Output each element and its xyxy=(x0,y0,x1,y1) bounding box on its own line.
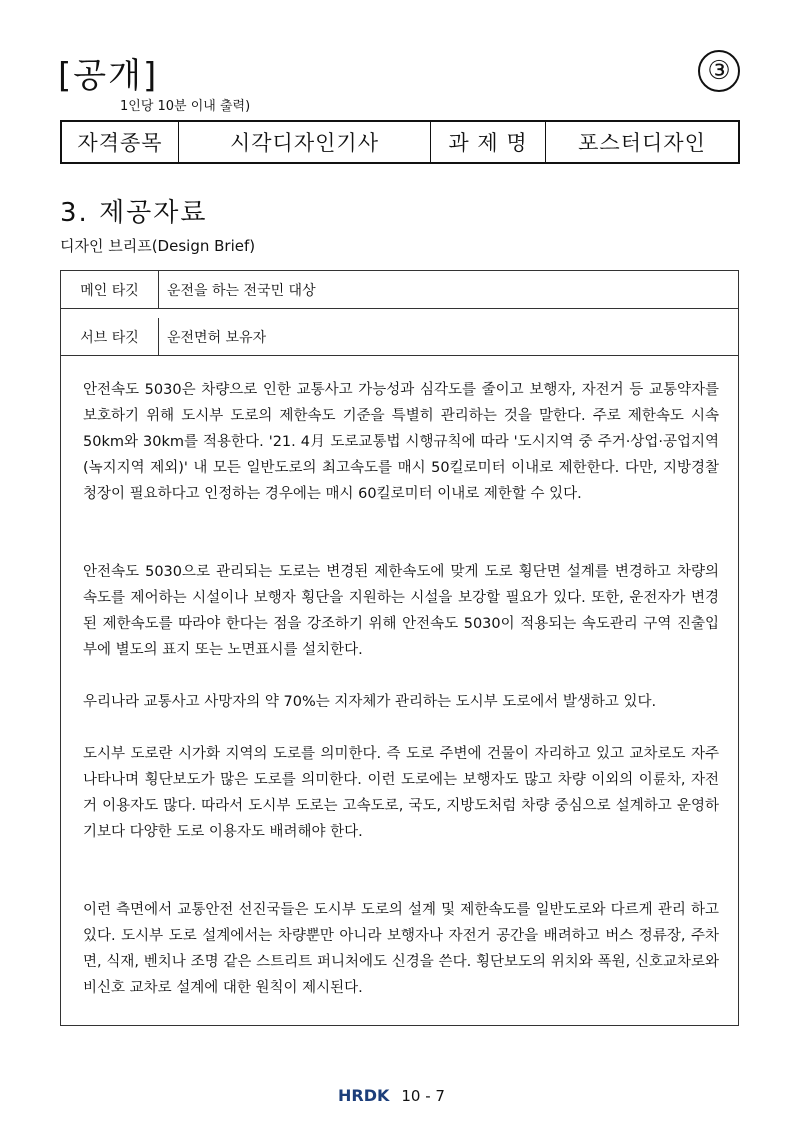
exam-info-table xyxy=(60,120,740,164)
brief-row-main-target xyxy=(61,271,738,309)
row-label: 서브 타깃 xyxy=(61,318,159,355)
brief-row-sub-target xyxy=(61,318,738,356)
row-label: 메인 타깃 xyxy=(61,271,159,308)
section-title: 3. 제공자료 xyxy=(60,198,208,228)
problem-number-badge: ③ xyxy=(698,50,740,92)
design-brief-box xyxy=(60,270,739,1026)
brief-paragraph: 이런 측면에서 교통안전 선진국들은 도시부 도로의 설계 및 제한속도를 일반도로와 다르게 관리 하고 있다. 도시부 도로 설계에서는 차량뿐만 아니라 보행자나 자전거 공간을 배려하고 버스 정류장, 주차면, 식재, 벤치나 조명 같은 스트리트 퍼니처에도 신경을 쓴다. 횡단보도의 위치와 폭원, 신호교차로와 비신호 교차로 설계에 대한 원칙이 제시된다. xyxy=(83,902,719,996)
row-value: 운전면허 보유자 xyxy=(167,329,267,346)
brief-paragraph: 우리나라 교통사고 사망자의 약 70%는 지자체가 관리하는 도시부 도로에서 발생하고 있다. xyxy=(83,694,657,710)
document-title: [공개] xyxy=(58,56,159,96)
page-number: 10 - 7 xyxy=(401,1086,445,1105)
brief-paragraph: 안전속도 5030은 차량으로 인한 교통사고 가능성과 심각도를 줄이고 보행자, 자전거 등 교통약자를 보호하기 위해 도시부 도로의 제한속도 기준을 특별히 관리하는 것을 말한다. 주로 제한속도 시속 50km와 30km를 적용한다. '21. 4月 도로교통법 시행규칙에 따라 '도시지역 중 주거·상업·공업지역(녹지지역 제외)' 내 모든 일반도로의 최고속도를 매시 50킬로미터 이내로 제한한다. 다만, 지방경찰청장이 필요하다고 인정하는 경우에는 매시 60킬로미터 이내로 제한할 수 있다. xyxy=(83,382,719,502)
value-task-name: 포스터디자인 xyxy=(578,131,706,155)
value-qualification: 시각디자인기사 xyxy=(179,122,431,162)
brief-paragraph: 안전속도 5030으로 관리되는 도로는 변경된 제한속도에 맞게 도로 횡단면 설계를 변경하고 차량의 속도를 제어하는 시설이나 보행자 횡단을 지원하는 시설을 보강할 필요가 있다. 또한, 운전자가 변경된 제한속도를 따라야 한다는 점을 강조하기 위해 안전속도 5030이 적용되는 속도관리 구역 진출입부에 별도의 표지 또는 노면표시를 설치한다. xyxy=(83,564,719,658)
hrdk-logo: HRDK xyxy=(338,1086,390,1105)
page-footer xyxy=(338,1086,445,1105)
brief-paragraph: 도시부 도로란 시가화 지역의 도로를 의미한다. 즉 도로 주변에 건물이 자리하고 있고 교차로도 자주 나타나며 횡단보도가 많은 도로를 의미한다. 이런 도로에는 보행자도 많고 차량 이외의 이륜차, 자전거 이용자도 많다. 따라서 도시부 도로는 고속도로, 국도, 지방도처럼 차량 중심으로 설계하고 운영하기보다 다양한 도로 이용자도 배려해야 한다. xyxy=(83,746,719,840)
label-task-name: 과 제 명 xyxy=(431,122,546,162)
print-note: 1인당 10분 이내 출력) xyxy=(120,99,251,114)
brief-title: 디자인 브리프(Design Brief) xyxy=(60,237,256,255)
row-value: 운전을 하는 전국민 대상 xyxy=(167,282,316,299)
label-qualification: 자격종목 xyxy=(62,122,179,162)
